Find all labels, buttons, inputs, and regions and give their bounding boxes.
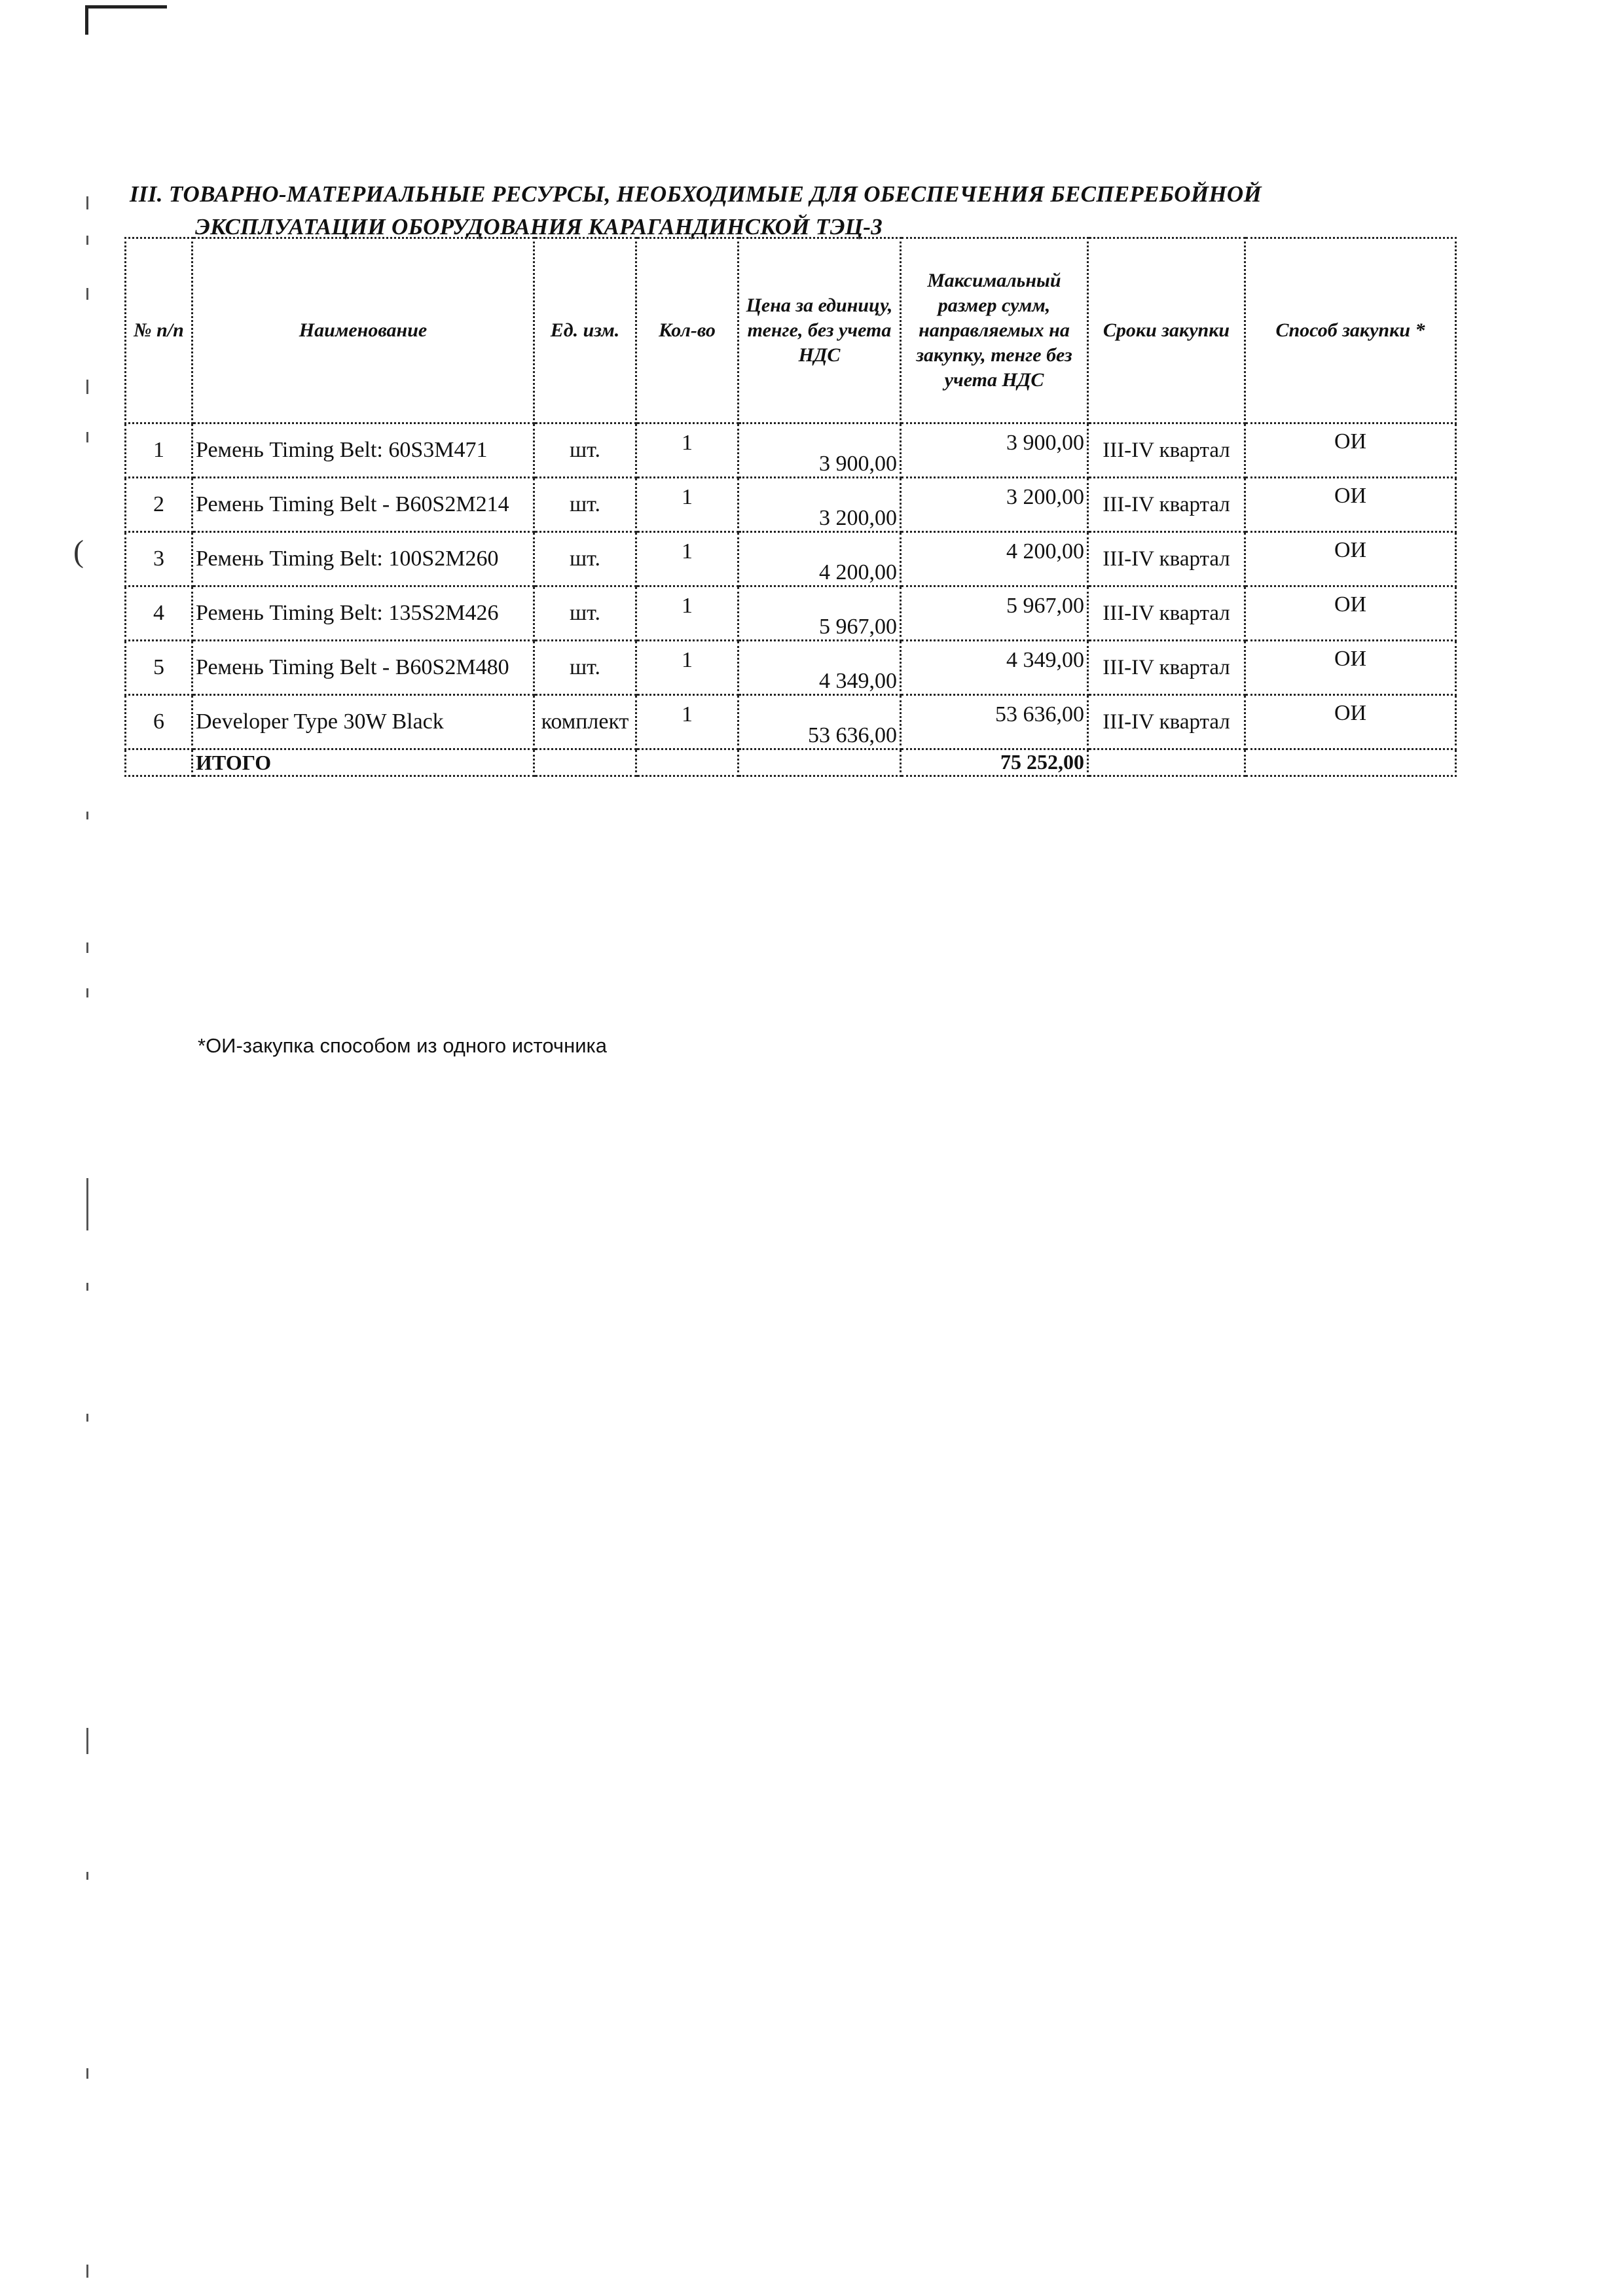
row-term: III-IV квартал [1088, 695, 1245, 749]
table-row [126, 532, 1456, 586]
total-empty-cell [739, 749, 901, 776]
row-unit: шт. [534, 586, 636, 641]
row-num: 2 [126, 478, 192, 532]
row-term: III-IV квартал [1088, 478, 1245, 532]
margin-scribble: ( [73, 534, 84, 569]
row-unit: шт. [534, 641, 636, 695]
row-method: ОИ [1245, 641, 1456, 695]
row-unit: шт. [534, 478, 636, 532]
header-num: № п/п [126, 238, 192, 423]
row-max-sum: 5 967,00 [901, 586, 1088, 641]
row-qty: 1 [636, 695, 739, 749]
row-num: 4 [126, 586, 192, 641]
row-name: Ремень Timing Belt - B60S2M480 [192, 641, 534, 695]
row-price: 3 200,00 [739, 478, 901, 532]
header-qty: Кол-во [636, 238, 739, 423]
row-qty: 1 [636, 423, 739, 478]
row-max-sum: 3 200,00 [901, 478, 1088, 532]
header-term: Сроки закупки [1088, 238, 1245, 423]
total-empty-cell [534, 749, 636, 776]
row-num: 6 [126, 695, 192, 749]
section-title-line-2: ЭКСПЛУАТАЦИИ ОБОРУДОВАНИЯ КАРАГАНДИНСКОЙ ТЭЦ-3 [195, 214, 883, 240]
footnote: *ОИ-закупка способом из одного источника [198, 1034, 607, 1057]
header-max-sum: Максимальный размер сумм, направляемых на закупку, тенге без учета НДС [901, 238, 1088, 423]
scan-margin-dots [86, 39, 90, 2265]
row-qty: 1 [636, 641, 739, 695]
row-num: 5 [126, 641, 192, 695]
row-method: ОИ [1245, 586, 1456, 641]
row-method: ОИ [1245, 695, 1456, 749]
table-total-row [126, 749, 1456, 776]
row-name: Ремень Timing Belt: 100S2M260 [192, 532, 534, 586]
table-row [126, 695, 1456, 749]
total-max-sum: 75 252,00 [901, 749, 1088, 776]
row-method: ОИ [1245, 423, 1456, 478]
row-name: Developer Type 30W Black [192, 695, 534, 749]
row-unit: шт. [534, 532, 636, 586]
scan-corner-mark [85, 5, 167, 35]
row-term: III-IV квартал [1088, 586, 1245, 641]
row-price: 4 349,00 [739, 641, 901, 695]
row-max-sum: 3 900,00 [901, 423, 1088, 478]
row-max-sum: 53 636,00 [901, 695, 1088, 749]
header-name: Наименование [192, 238, 534, 423]
table-row [126, 586, 1456, 641]
row-price: 5 967,00 [739, 586, 901, 641]
row-method: ОИ [1245, 478, 1456, 532]
row-term: III-IV квартал [1088, 641, 1245, 695]
row-qty: 1 [636, 532, 739, 586]
total-empty-cell [126, 749, 192, 776]
header-unit: Ед. изм. [534, 238, 636, 423]
row-qty: 1 [636, 478, 739, 532]
row-price: 53 636,00 [739, 695, 901, 749]
row-max-sum: 4 349,00 [901, 641, 1088, 695]
row-price: 4 200,00 [739, 532, 901, 586]
table-row [126, 478, 1456, 532]
row-num: 1 [126, 423, 192, 478]
row-name: Ремень Timing Belt: 60S3M471 [192, 423, 534, 478]
row-max-sum: 4 200,00 [901, 532, 1088, 586]
total-label: ИТОГО [192, 749, 534, 776]
row-name: Ремень Timing Belt - B60S2M214 [192, 478, 534, 532]
total-empty-cell [636, 749, 739, 776]
row-price: 3 900,00 [739, 423, 901, 478]
table-row [126, 423, 1456, 478]
row-term: III-IV квартал [1088, 532, 1245, 586]
total-empty-cell [1245, 749, 1456, 776]
header-price: Цена за единицу, тенге, без учета НДС [739, 238, 901, 423]
row-name: Ремень Timing Belt: 135S2M426 [192, 586, 534, 641]
row-num: 3 [126, 532, 192, 586]
row-unit: шт. [534, 423, 636, 478]
section-title-line-1: III. ТОВАРНО-МАТЕРИАЛЬНЫЕ РЕСУРСЫ, НЕОБХОДИМЫЕ ДЛЯ ОБЕСПЕЧЕНИЯ БЕСПЕРЕБОЙНОЙ [130, 181, 1262, 207]
header-method: Способ закупки * [1245, 238, 1456, 423]
section-title [130, 178, 1504, 243]
row-term: III-IV квартал [1088, 423, 1245, 478]
resources-table [124, 237, 1457, 777]
row-qty: 1 [636, 586, 739, 641]
total-empty-cell [1088, 749, 1245, 776]
table-header-row [126, 238, 1456, 423]
row-method: ОИ [1245, 532, 1456, 586]
table-row [126, 641, 1456, 695]
row-unit: комплект [534, 695, 636, 749]
